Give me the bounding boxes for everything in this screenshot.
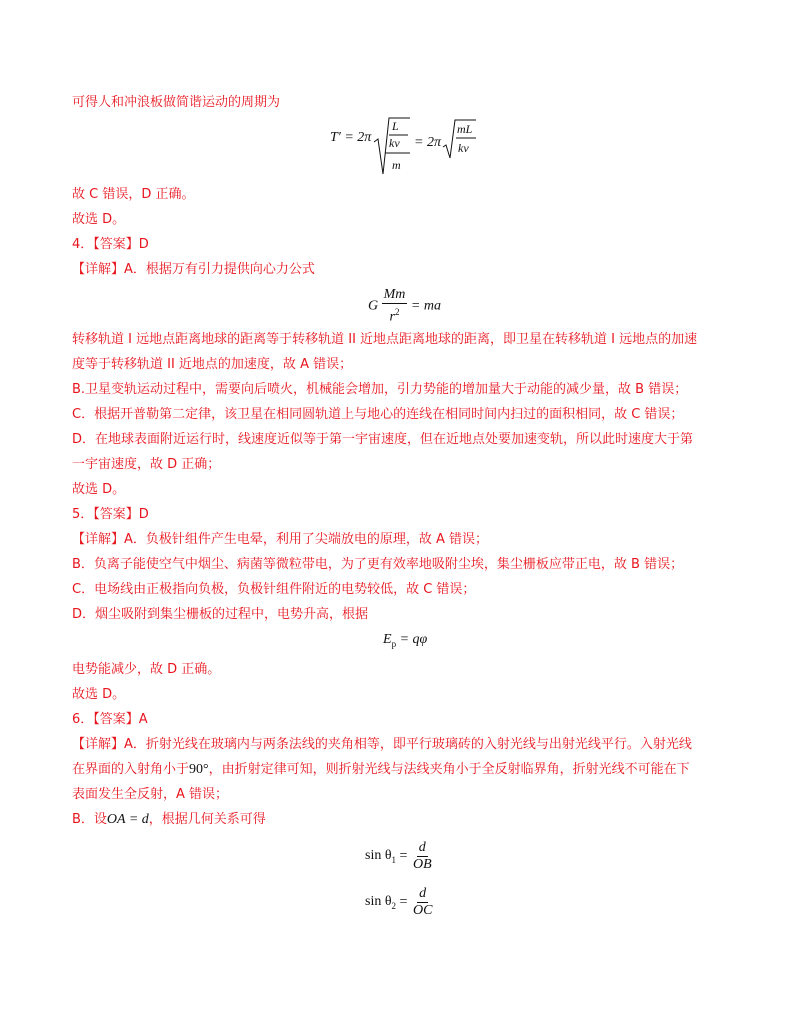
formula-mL: mL [457,122,473,136]
gravitation-formula [368,287,441,326]
formula-eq: = [399,894,408,910]
text-line: 表面发生全反射，A 错误； [72,787,229,802]
text-line: D．在地球表面附近运行时，线速度近似等于第一宇宙速度，但在近地点处要加速变轨，所以此时速度大于第 [72,432,694,447]
formula-kv: kv [389,136,400,150]
text-line: 故选 D。 [72,212,126,227]
formula-eq: = [399,848,408,864]
angle-90: 90° [189,762,209,777]
formula-L: L [392,119,399,133]
formula-sup: 2 [394,307,400,317]
text-line: 故 C 错误，D 正确。 [72,187,195,202]
text-span: ，根据几何关系可得 [148,812,266,827]
formula-sin1 [365,848,396,863]
formula-sin2-text: sin θ [365,894,392,910]
text-line: B．负离子能使空气中烟尘、病菌等微粒带电，为了更有效率地吸附尘埃，集尘栅板应带正电，故 B 错误； [72,557,684,572]
fraction [411,886,434,919]
formula-sub: p [391,638,397,649]
formula-sub: 1 [391,854,397,865]
formula-d: d [419,886,427,901]
potential-energy-formula [383,632,427,649]
fraction [382,287,408,326]
text-line: 度等于转移轨道 II 近地点的加速度，故 A 错误； [72,357,353,372]
text-span: B．设 [72,812,107,827]
text-line: 转移轨道 I 远地点距离地球的距离等于转移轨道 II 近地点距离地球的距离，即卫星在转移轨道 I 远地点的加速 [72,332,698,347]
formula-ep-rhs: = qφ [399,632,428,647]
sin-theta1-formula [365,840,434,873]
text-line: 【详解】A．折射光线在玻璃内与两条法线的夹角相等，即平行玻璃砖的入射光线与出射光线平行。入射光线 [72,737,692,752]
formula-kv2: kv [458,141,469,155]
formula-oc: OC [412,903,433,918]
text-line: 故选 D。 [72,482,126,497]
answer-heading: 4．【答案】D [72,237,149,252]
text-line: 【详解】A．根据万有引力提供向心力公式 [72,262,315,277]
formula-sub: 2 [391,900,397,911]
answer-heading: 5．【答案】D [72,507,149,522]
text-line: 【详解】A．负极针组件产生电晕，利用了尖端放电的原理，故 A 错误； [72,532,489,547]
formula-ma: = ma [410,298,441,314]
answer-heading: 6．【答案】A [72,712,148,727]
text-line: B.卫星变轨运动过程中，需要向后喷火，机械能会增加，引力势能的增加量大于动能的减少量，故 B 错误； [72,382,688,397]
formula-mm: Mm [383,287,406,302]
formula-d: d [418,840,426,855]
fraction [411,840,434,873]
text-line: D．烟尘吸附到集尘栅板的过程中，电势升高，根据 [72,607,369,622]
formula-g: G [368,298,379,314]
formula-sin1-text: sin θ [365,848,392,864]
text-line: C．电场线由正极指向负极，负极针组件附近的电势较低，故 C 错误； [72,582,476,597]
text-line: C．根据开普勒第二定律，该卫星在相同圆轨道上与地心的连线在相同时间内扫过的面积相同，故 C 错误； [72,407,684,422]
formula-r: r [389,309,395,325]
formula-m: m [392,158,401,172]
formula-ob: OB [412,857,432,872]
text-line: 一宇宙速度，故 D 正确； [72,457,221,472]
text-span: 在界面的入射角小于 [72,762,190,777]
text-line: 故选 D。 [72,687,126,702]
period-formula-svg [330,114,473,176]
text-line [72,761,690,779]
text-line: 电势能减少，故 D 正确。 [72,662,221,677]
text-span: ，由折射定律可知，则折射光线与法线夹角小于全反射临界角，折射光线不可能在下 [208,762,690,777]
oa-eq: OA = d [106,812,149,827]
period-formula [330,114,473,181]
text-line [72,811,266,829]
text-line: 可得人和冲浪板做简谐运动的周期为 [72,95,281,110]
formula-eq2pi: = 2π [414,135,441,150]
sin-theta2-formula [365,886,434,919]
formula-t-prime: T′ = 2π [330,130,372,145]
formula-ep: E [383,632,392,647]
formula-sin2 [365,894,396,909]
